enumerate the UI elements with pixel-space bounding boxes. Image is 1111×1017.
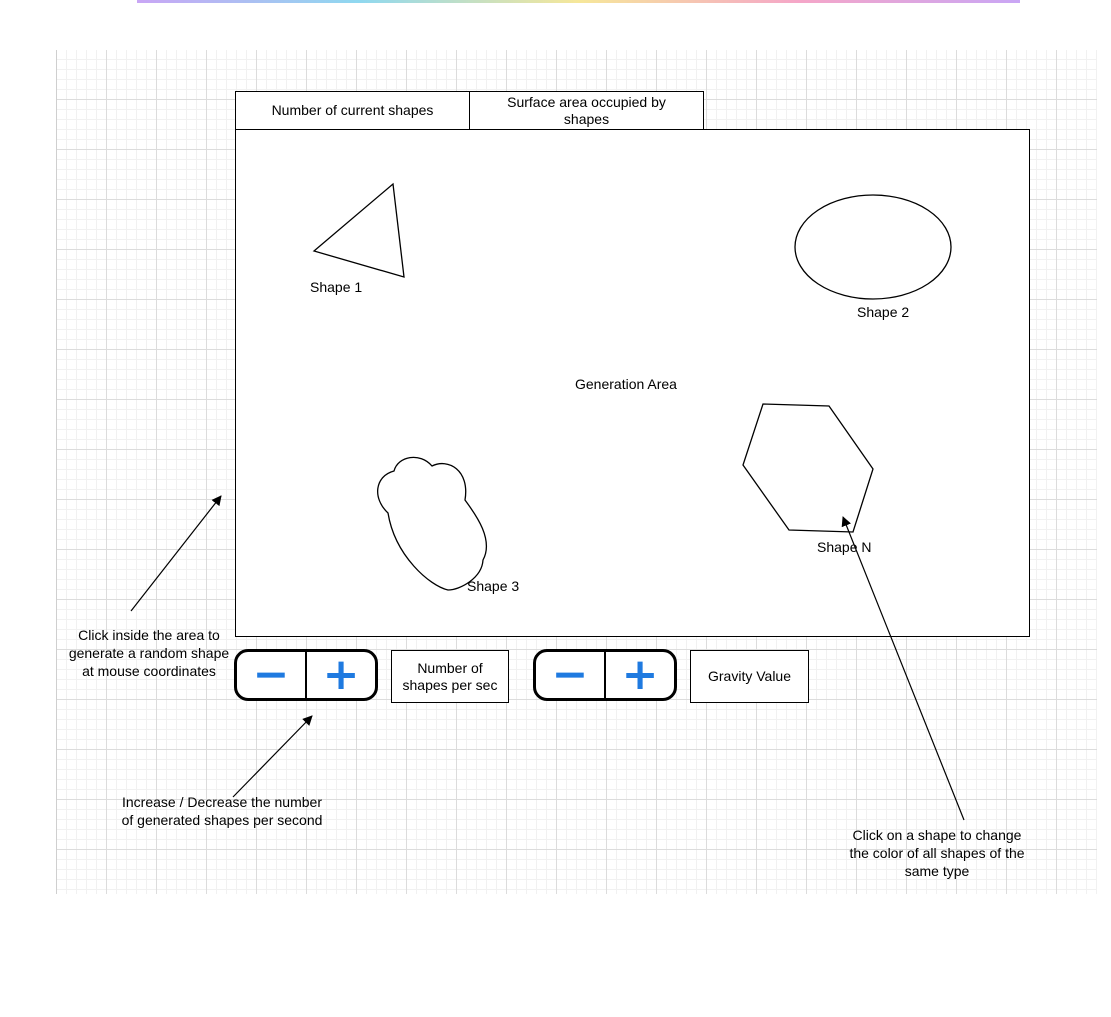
rate-label-box bbox=[391, 650, 509, 703]
click-area-arrow bbox=[131, 496, 221, 611]
shape-1-label: Shape 1 bbox=[310, 279, 363, 295]
rate-increase-button[interactable] bbox=[307, 649, 375, 700]
click-area-note: Click inside the area to generate a random shape at mouse coordinates bbox=[68, 627, 230, 679]
gravity-label: Gravity Value bbox=[708, 668, 791, 684]
ellipse-shape[interactable] bbox=[795, 195, 951, 299]
shapes-count-label: Number of current shapes bbox=[271, 102, 434, 118]
gravity-stepper bbox=[533, 649, 677, 701]
rate-label: Number of shapes per sec bbox=[402, 659, 498, 693]
gravity-label-box bbox=[690, 650, 809, 703]
triangle-shape[interactable] bbox=[314, 184, 404, 277]
cloud-shape[interactable] bbox=[378, 457, 487, 590]
stepper-help-arrow bbox=[233, 716, 312, 797]
shape-2-label: Shape 2 bbox=[857, 304, 910, 320]
plus-icon: + bbox=[621, 649, 659, 700]
minus-icon: − bbox=[551, 649, 589, 700]
shape-n-label: Shape N bbox=[817, 539, 872, 555]
hexagon-shape[interactable] bbox=[743, 404, 873, 532]
surface-area-label: Surface area occupied by shapes bbox=[507, 93, 666, 127]
gravity-increase-button[interactable] bbox=[606, 649, 674, 700]
gravity-decrease-button[interactable] bbox=[536, 649, 606, 700]
shape-3-label: Shape 3 bbox=[467, 578, 520, 594]
plus-icon: + bbox=[322, 649, 360, 700]
generation-area-label: Generation Area bbox=[575, 376, 677, 392]
stepper-help-note: Increase / Decrease the number of generated shapes per second bbox=[121, 794, 323, 828]
minus-icon: − bbox=[252, 649, 290, 700]
rate-stepper bbox=[234, 649, 378, 701]
rate-decrease-button[interactable] bbox=[237, 649, 307, 700]
shape-click-note: Click on a shape to change the color of all shapes of the same type bbox=[849, 827, 1025, 879]
shape-click-arrow bbox=[843, 517, 964, 820]
